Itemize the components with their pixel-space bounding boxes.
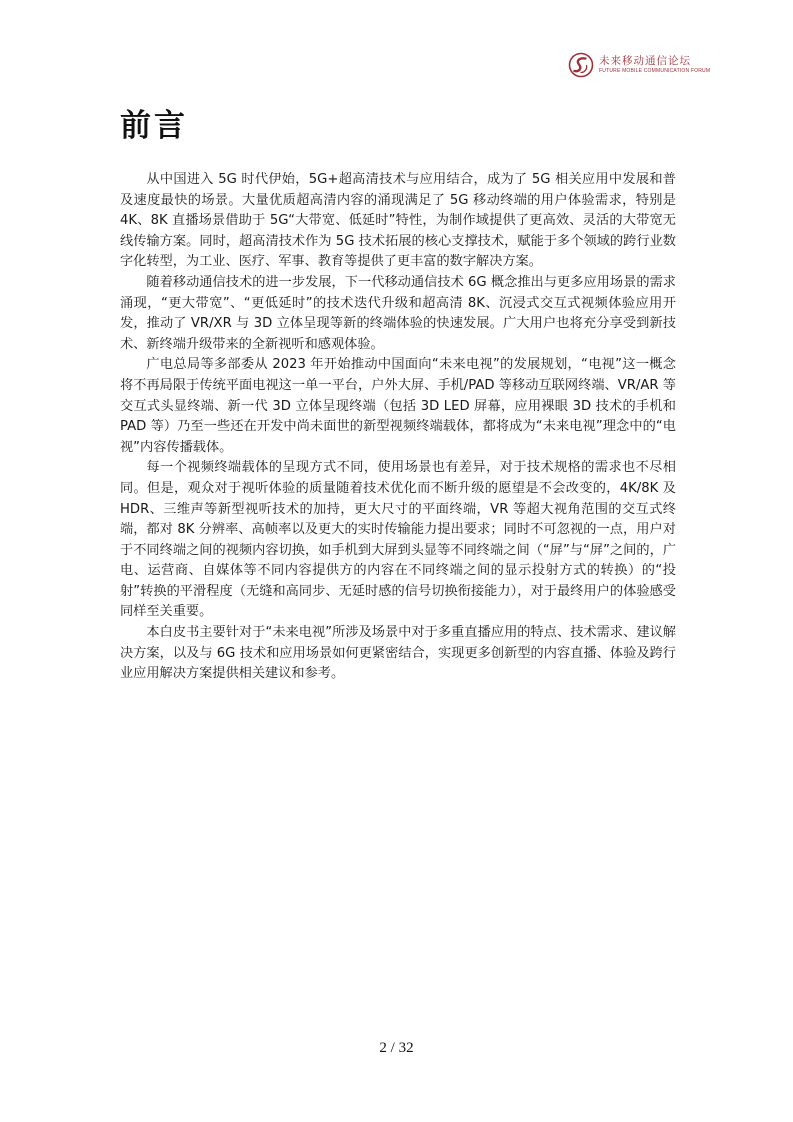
page-title: 前言 [120,108,188,144]
paragraph-3: 广电总局等多部委从 2023 年开始推动中国面向“未来电视”的发展规划，“电视”这一概念将不再局限于传统平面电视这一单一平台，户外大屏、手机/PAD 等移动互联网终端、VR/AR 等交互式头显终端、新一代 3D 立体呈现终端（包括 3D LED 屏幕，应用裸眼 3D 技术的手机和 PAD 等）乃至一些还在开发中尚未面世的新型视频终端载体，都将成为“未来电视”理念中的“电视”内容传播载体。 [120,357,676,455]
paragraph-4: 每一个视频终端载体的呈现方式不同，使用场景也有差异，对于技术规格的需求也不尽相同。但是，观众对于视听体验的质量随着技术优化而不断升级的愿望是不会改变的，4K/8K 及 HDR、三维声等新型视听技术的加持，更大尺寸的平面终端，VR 等超大视角范围的交互式终端，都对 8K 分辨率、高帧率以及更大的实时传输能力提出要求；同时不可忽视的一点，用户对于不同终端之间的视频内容切换，如手机到大屏到头显等不同终端之间（“屏”与“屏”之间的，广电、运营商、自媒体等不同内容提供方的内容在不同终端之间的显示投射方式的转换）的“投射”转换的平滑程度（无缝和高同步、无延时感的信号切换衔接能力），对于最终用户的体验感受同样至关重要。 [120,460,676,620]
paragraph-5: 本白皮书主要针对于“未来电视”所涉及场景中对于多重直播应用的特点、技术需求、建议解决方案，以及与 6G 技术和应用场景如何更紧密结合，实现更多创新型的内容直播、体验及跨行业应用解决方案提供相关建议和参考。 [120,625,676,682]
paragraph-1: 从中国进入 5G 时代伊始，5G+超高清技术与应用结合，成为了 5G 相关应用中发展和普及速度最快的场景。大量优质超高清内容的涌现满足了 5G 移动终端的用户体验需求，特别是 4K、8K 直播场景借助于 5G“大带宽、低延时”特性，为制作域提供了更高效、灵活的大带宽无线传输方案。同时，超高清技术作为 5G 技术拓展的核心支撑技术，赋能于多个领域的跨行业数字化转型，为工业、医疗、军事、教育等提供了更丰富的数字解决方案。 [120,172,676,270]
body-text [120,170,676,685]
paragraph-2: 随着移动通信技术的进一步发展，下一代移动通信技术 6G 概念推出与更多应用场景的需求涌现，“更大带宽”、“更低延时”的技术迭代升级和超高清 8K、沉浸式交互式视频体验应用开发，推动了 VR/XR 与 3D 立体呈现等新的终端体验的快速发展。广大用户也将充分享受到新技术、新终端升级带来的全新视听和感观体验。 [120,274,676,352]
logo-english-name: FUTURE MOBILE COMMUNICATION FORUM [599,68,711,74]
page-number: 2 / 32 [379,1040,414,1056]
forum-logo [568,52,711,80]
logo-chinese-name: 未来移动通信论坛 [599,55,691,67]
forum-logo-icon [568,52,594,78]
